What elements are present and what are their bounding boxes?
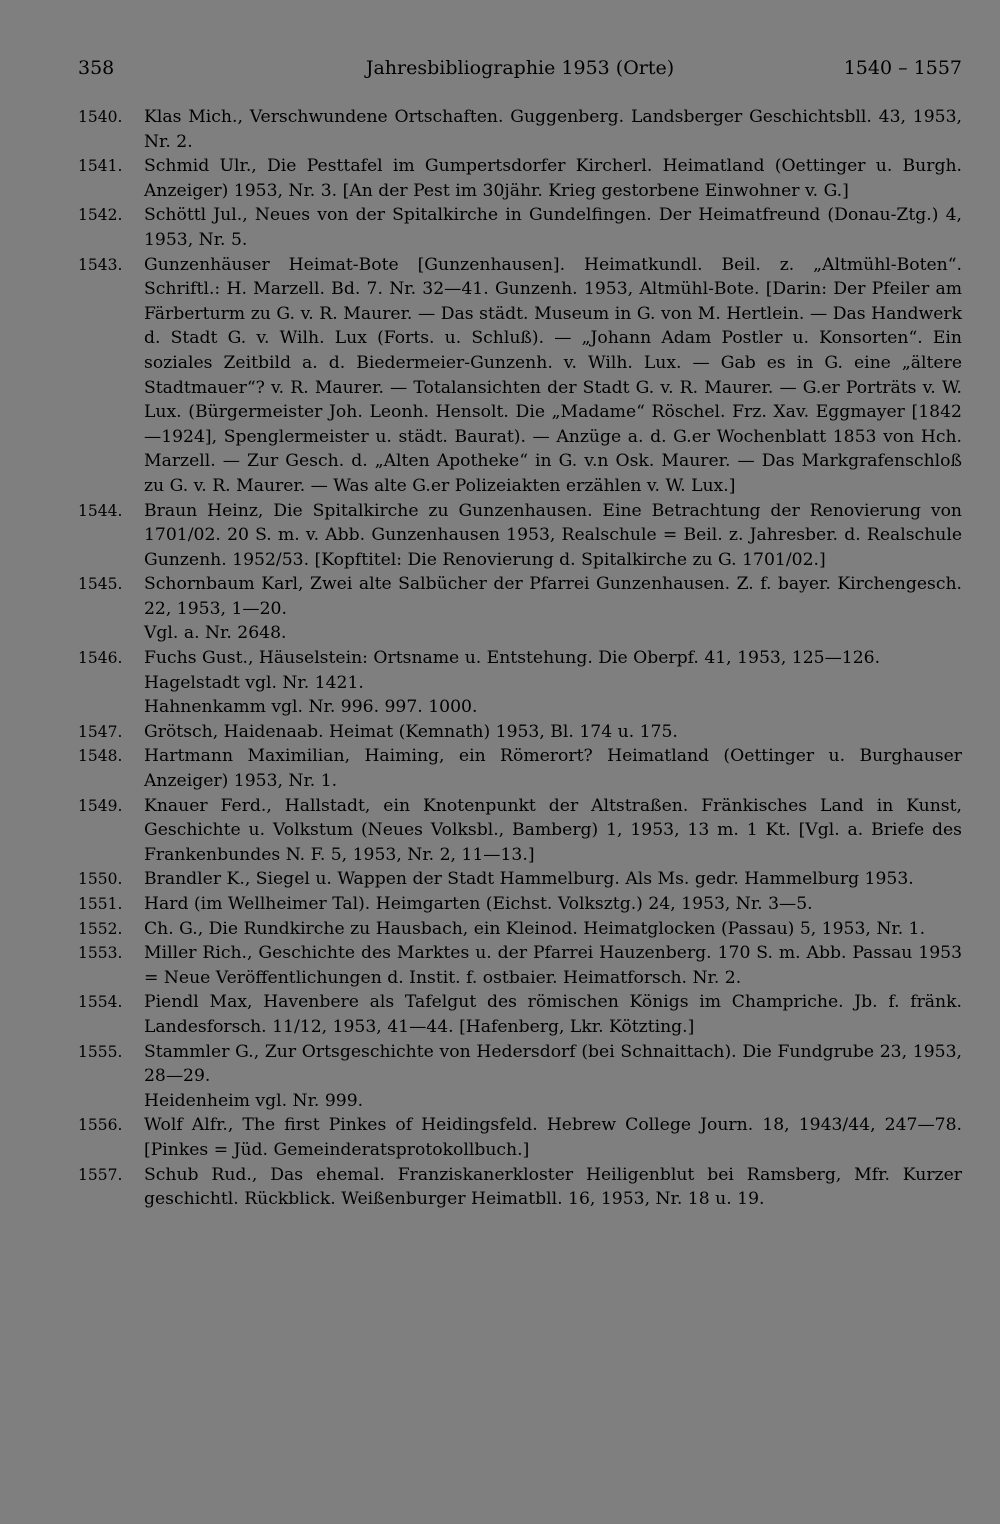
bibliography-list [78,105,962,1212]
entry-number: 1546. [78,649,123,668]
bibliography-entry [78,990,962,1039]
entry-text: Braun Heinz, Die Spitalkirche zu Gunzenhausen. Eine Betrachtung der Renovierung von 1701/02. 20 S. m. v. Abb. Gunzenhausen 1953, Realschule = Beil. z. Jahresber. d. Realschule Gunzenh. 1952/53. [Kopftitel: Die Renovierung d. Spitalkirche zu G. 1701/02.] [144,500,962,570]
entry-text: Schöttl Jul., Neues von der Spitalkirche in Gundelfingen. Der Heimatfreund (Donau-Ztg.) 4, 1953, Nr. 5. [144,205,962,250]
bibliography-entry [78,1163,962,1212]
bibliography-entry [78,203,962,252]
entry-number: 1557. [78,1165,123,1184]
entry-text: Schornbaum Karl, Zwei alte Salbücher der Pfarrei Gunzenhausen. Z. f. bayer. Kirchengesch. 22, 1953, 1—20. [144,574,962,619]
entry-text: Stammler G., Zur Ortsgeschichte von Hedersdorf (bei Schnaittach). Die Fundgrube 23, 1953, 28—29. [144,1041,962,1087]
entry-number: 1545. [78,575,123,594]
bibliography-entry [78,646,962,671]
entry-text: Brandler K., Siegel u. Wappen der Stadt Hammelburg. Als Ms. gedr. Hammelburg 1953. [144,869,914,890]
entry-text: Piendl Max, Havenbere als Tafelgut des römischen Königs im Champriche. Jb. f. fränk. Landesforsch. 11/12, 1953, 41—44. [Hafenberg, Lkr. Kötzting.] [144,992,962,1037]
entry-text: Miller Rich., Geschichte des Marktes u. der Pfarrei Hauzenberg. 170 S. m. Abb. Passau 1953 = Neue Veröffentlichungen d. Instit. f. ostbaier. Heimatforsch. Nr. 2. [144,943,962,988]
bibliography-entry [78,892,962,917]
bibliography-entry [78,794,962,868]
bibliography-entry [78,744,962,793]
entry-number: 1550. [78,870,123,889]
entry-text: Klas Mich., Verschwundene Ortschaften. Guggenberg. Landsberger Geschichtsbll. 43, 1953, Nr. 2. [144,107,962,152]
entry-number: 1553. [78,944,123,963]
entry-number: 1547. [78,722,123,741]
bibliography-entry [78,941,962,990]
bibliography-entry [78,105,962,154]
entry-text: Schmid Ulr., Die Pesttafel im Gumpertsdorfer Kircherl. Heimatland (Oettinger u. Burgh. Anzeiger) 1953, Nr. 3. [An der Pest im 30jähr. Krieg gestorbene Einwohner v. G.] [144,156,962,201]
header-title: Jahresbibliographie 1953 (Orte) [365,57,675,79]
entry-number: 1554. [78,993,123,1012]
entry-number: 1551. [78,895,123,913]
entry-range: 1540 – 1557 [843,57,962,79]
entry-text: Fuchs Gust., Häuselstein: Ortsname u. Entstehung. Die Oberpf. 41, 1953, 125—126. [144,648,881,669]
cross-reference: Vgl. a. Nr. 2648. [144,623,287,644]
running-header [78,57,962,87]
entry-text: Knauer Ferd., Hallstadt, ein Knotenpunkt der Altstraßen. Fränkisches Land in Kunst, Geschichte u. Volkstum (Neues Volksbl., Bamberg) 1, 1953, 13 m. 1 Kt. [Vgl. a. Briefe des Frankenbundes N. F. 5, 1953, Nr. 2, 11—13.] [144,795,962,865]
entry-text: Hard (im Wellheimer Tal). Heimgarten (Eichst. Volksztg.) 24, 1953, Nr. 3—5. [144,894,813,914]
entry-number: 1540. [78,108,123,126]
bibliography-entry [78,917,962,942]
entry-text: Ch. G., Die Rundkirche zu Hausbach, ein Kleinod. Heimatglocken (Passau) 5, 1953, Nr. 1. [144,918,926,939]
entry-number: 1544. [78,501,123,520]
cross-reference: Hahnenkamm vgl. Nr. 996. 997. 1000. [144,697,478,718]
entry-number: 1549. [78,796,123,815]
bibliography-entry [78,867,962,892]
entry-number: 1548. [78,747,123,766]
bibliography-entry [78,154,962,203]
entry-text: Gunzenhäuser Heimat-Bote [Gunzenhausen]. Heimatkundl. Beil. z. „Altmühl-Boten“. Schriftl.: H. Marzell. Bd. 7. Nr. 32—41. Gunzenh. 1953, Altmühl-Bote. [Darin: Der Pfeiler am Färberturm zu G. v. R. Maurer. — Das städt. Museum in G. von M. Hertlein. — Das Handwerk d. Stadt G. v. Wilh. Lux (Forts. u. Schluß). — „Johann Adam Postler u. Konsorten“. Ein soziales Zeitbild a. d. Biedermeier-Gunzenh. v. Wilh. Lux. — Gab es in G. eine „ältere Stadtmauer“? v. R. Maurer. — Totalansichten der Stadt G. v. R. Maurer. — G.er Porträts v. W. Lux. (Bürgermeister Joh. Leonh. Hensolt. Die „Madame“ Röschel. Frz. Xav. Eggmayer [1842—1924], Spenglermeister u. städt. Baurat). — Anzüge a. d. G.er Wochenblatt 1853 von Hch. Marzell. — Zur Gesch. d. „Alten Apotheke“ in G. v.n Osk. Maurer. — Das Markgrafenschloß zu G. v. R. Maurer. — Was alte G.er Polizeiakten erzählen v. W. Lux.] [144,254,962,496]
entry-number: 1541. [78,157,123,176]
entry-number: 1555. [78,1042,123,1061]
bibliography-entry [78,1040,962,1089]
bibliography-entry [78,1113,962,1162]
entry-number: 1552. [78,919,123,938]
bibliography-entry [78,720,962,745]
bibliography-entry [78,499,962,573]
entry-text: Schub Rud., Das ehemal. Franziskanerkloster Heiligenblut bei Ramsberg, Mfr. Kurzer geschichtl. Rückblick. Weißenburger Heimatbll. 16, 1953, Nr. 18 u. 19. [144,1164,962,1210]
bibliography-entry [78,253,962,499]
entry-number: 1542. [78,206,123,225]
bibliography-entry [78,572,962,621]
entry-text: Wolf Alfr., The first Pinkes of Heidingsfeld. Hebrew College Journ. 18, 1943/44, 247—78. [Pinkes = Jüd. Gemeinderatsprotokollbuch.] [144,1115,962,1160]
cross-reference: Hagelstadt vgl. Nr. 1421. [144,672,364,693]
entry-number: 1556. [78,1116,123,1135]
entry-text: Hartmann Maximilian, Haiming, ein Römerort? Heimatland (Oettinger u. Burghauser Anzeiger) 1953, Nr. 1. [144,746,962,792]
page-number: 358 [78,57,115,79]
entry-number: 1543. [78,255,123,274]
cross-reference: Heidenheim vgl. Nr. 999. [144,1090,364,1111]
entry-text: Grötsch, Haidenaab. Heimat (Kemnath) 1953, Bl. 174 u. 175. [144,721,678,742]
